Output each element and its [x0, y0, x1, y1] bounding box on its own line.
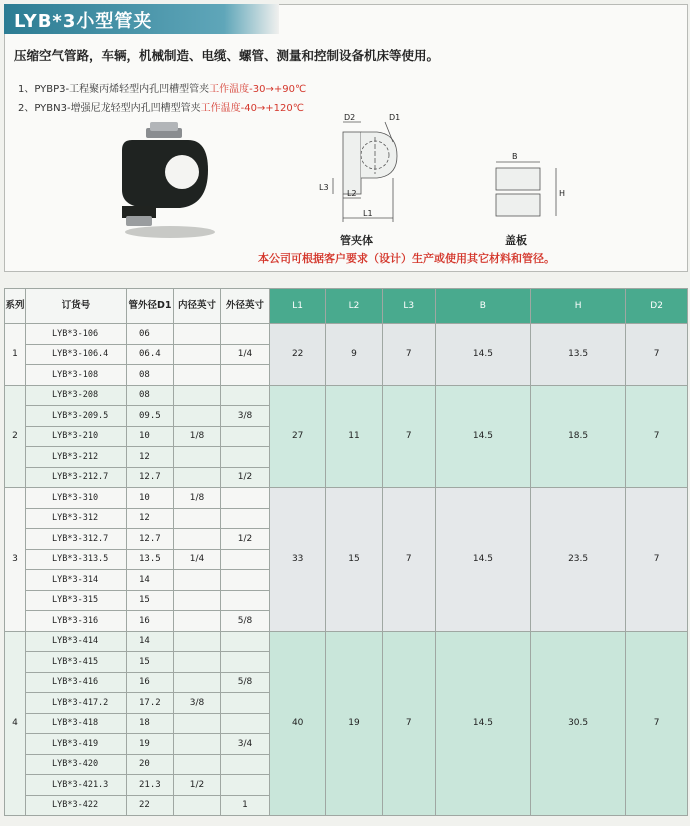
d1-cell: 12.7	[127, 529, 174, 550]
outer-inch-cell	[221, 447, 270, 468]
order-code-cell: LYB*3-315	[26, 590, 127, 611]
col-l2: L2	[326, 289, 382, 324]
col-inner-inch: 内径英寸	[174, 289, 221, 324]
d1-cell: 16	[127, 611, 174, 632]
order-code-cell: LYB*3-312	[26, 508, 127, 529]
inner-inch-cell: 1/2	[174, 775, 221, 796]
outer-inch-cell	[221, 631, 270, 652]
d1-cell: 08	[127, 365, 174, 386]
h-cell: 18.5	[531, 385, 626, 488]
order-code-cell: LYB*3-421.3	[26, 775, 127, 796]
svg-text:B: B	[512, 152, 518, 161]
d1-cell: 09.5	[127, 406, 174, 427]
d1-cell: 21.3	[127, 775, 174, 796]
l1-cell: 22	[270, 324, 326, 386]
b-cell: 14.5	[435, 385, 530, 488]
d2-cell: 7	[626, 488, 688, 632]
custom-note: 本公司可根据客户要求（设计）生产或使用其它材料和管径。	[258, 252, 555, 265]
col-d2: D2	[626, 289, 688, 324]
svg-text:H: H	[559, 189, 566, 198]
order-code-cell: LYB*3-212	[26, 447, 127, 468]
d1-cell: 12	[127, 447, 174, 468]
inner-inch-cell	[174, 385, 221, 406]
col-h: H	[531, 289, 626, 324]
h-cell: 23.5	[531, 488, 626, 632]
l1-cell: 40	[270, 631, 326, 816]
order-code-cell: LYB*3-420	[26, 754, 127, 775]
d1-cell: 06	[127, 324, 174, 345]
d1-cell: 10	[127, 488, 174, 509]
outer-inch-cell	[221, 775, 270, 796]
inner-inch-cell	[174, 344, 221, 365]
series-cell: 4	[5, 631, 26, 816]
order-code-cell: LYB*3-108	[26, 365, 127, 386]
l3-cell: 7	[382, 324, 435, 386]
outer-inch-cell	[221, 426, 270, 447]
d1-cell: 19	[127, 734, 174, 755]
cover-caption: 盖板	[505, 234, 527, 247]
table-header	[5, 289, 688, 324]
inner-inch-cell	[174, 365, 221, 386]
d1-cell: 15	[127, 590, 174, 611]
col-order: 订货号	[26, 289, 127, 324]
order-code-cell: LYB*3-418	[26, 713, 127, 734]
d1-cell: 14	[127, 570, 174, 591]
series-cell: 1	[5, 324, 26, 386]
table-row	[5, 488, 688, 509]
series-cell: 2	[5, 385, 26, 488]
order-code-cell: LYB*3-419	[26, 734, 127, 755]
inner-inch-cell	[174, 447, 221, 468]
inner-inch-cell	[174, 529, 221, 550]
outer-inch-cell	[221, 570, 270, 591]
col-b: B	[435, 289, 530, 324]
h-cell: 30.5	[531, 631, 626, 816]
order-code-cell: LYB*3-415	[26, 652, 127, 673]
outer-inch-cell: 5/8	[221, 611, 270, 632]
col-l3: L3	[382, 289, 435, 324]
d1-cell: 14	[127, 631, 174, 652]
inner-inch-cell	[174, 734, 221, 755]
table-body	[5, 324, 688, 816]
order-code-cell: LYB*3-212.7	[26, 467, 127, 488]
table-row	[5, 385, 688, 406]
l2-cell: 9	[326, 324, 382, 386]
inner-inch-cell	[174, 672, 221, 693]
outer-inch-cell	[221, 385, 270, 406]
order-code-cell: LYB*3-313.5	[26, 549, 127, 570]
order-code-cell: LYB*3-316	[26, 611, 127, 632]
l3-cell: 7	[382, 488, 435, 632]
order-code-cell: LYB*3-210	[26, 426, 127, 447]
order-code-cell: LYB*3-422	[26, 795, 127, 816]
h-cell: 13.5	[531, 324, 626, 386]
l2-cell: 19	[326, 631, 382, 816]
outer-inch-cell	[221, 652, 270, 673]
d1-cell: 08	[127, 385, 174, 406]
svg-text:L2: L2	[347, 189, 357, 198]
inner-inch-cell	[174, 631, 221, 652]
d2-cell: 7	[626, 385, 688, 488]
clamp-photo	[110, 120, 220, 240]
svg-text:L1: L1	[363, 209, 373, 218]
order-code-cell: LYB*3-106	[26, 324, 127, 345]
order-code-cell: LYB*3-312.7	[26, 529, 127, 550]
d1-cell: 10	[127, 426, 174, 447]
body-caption: 管夹体	[340, 234, 373, 247]
outer-inch-cell: 3/4	[221, 734, 270, 755]
outer-inch-cell: 1/2	[221, 529, 270, 550]
l1-cell: 27	[270, 385, 326, 488]
outer-inch-cell: 3/8	[221, 406, 270, 427]
outer-inch-cell	[221, 590, 270, 611]
table-row	[5, 631, 688, 652]
table-row	[5, 324, 688, 345]
cover-plate-drawing	[490, 150, 580, 244]
outer-inch-cell: 1/4	[221, 344, 270, 365]
col-d1: 管外径D1	[127, 289, 174, 324]
col-outer-inch: 外径英寸	[221, 289, 270, 324]
inner-inch-cell	[174, 324, 221, 345]
d1-cell: 13.5	[127, 549, 174, 570]
series-cell: 3	[5, 488, 26, 632]
inner-inch-cell	[174, 652, 221, 673]
outer-inch-cell	[221, 365, 270, 386]
page-title: LYB*3小型管夹	[14, 11, 153, 32]
spec-table	[4, 288, 688, 816]
outer-inch-cell: 5/8	[221, 672, 270, 693]
inner-inch-cell: 1/8	[174, 488, 221, 509]
b-cell: 14.5	[435, 488, 530, 632]
d1-cell: 22	[127, 795, 174, 816]
inner-inch-cell	[174, 713, 221, 734]
order-code-cell: LYB*3-314	[26, 570, 127, 591]
l3-cell: 7	[382, 385, 435, 488]
l1-cell: 33	[270, 488, 326, 632]
d1-cell: 15	[127, 652, 174, 673]
b-cell: 14.5	[435, 631, 530, 816]
l3-cell: 7	[382, 631, 435, 816]
inner-inch-cell	[174, 508, 221, 529]
d2-cell: 7	[626, 631, 688, 816]
d1-cell: 06.4	[127, 344, 174, 365]
inner-inch-cell	[174, 467, 221, 488]
inner-inch-cell: 1/8	[174, 426, 221, 447]
svg-text:L3: L3	[319, 183, 329, 192]
order-code-cell: LYB*3-414	[26, 631, 127, 652]
outer-inch-cell: 1/2	[221, 467, 270, 488]
note-2: 2、PYBN3-增强尼龙轻型内孔凹槽型管夹工作温度-40→+120℃	[18, 103, 305, 114]
outer-inch-cell	[221, 549, 270, 570]
order-code-cell: LYB*3-310	[26, 488, 127, 509]
inner-inch-cell: 3/8	[174, 693, 221, 714]
outer-inch-cell	[221, 754, 270, 775]
d1-cell: 16	[127, 672, 174, 693]
inner-inch-cell	[174, 590, 221, 611]
inner-inch-cell	[174, 795, 221, 816]
outer-inch-cell	[221, 508, 270, 529]
d1-cell: 12.7	[127, 467, 174, 488]
d1-cell: 18	[127, 713, 174, 734]
inner-inch-cell	[174, 611, 221, 632]
outer-inch-cell	[221, 713, 270, 734]
order-code-cell: LYB*3-209.5	[26, 406, 127, 427]
order-code-cell: LYB*3-106.4	[26, 344, 127, 365]
outer-inch-cell	[221, 488, 270, 509]
title-bar	[4, 4, 279, 34]
inner-inch-cell	[174, 754, 221, 775]
outer-inch-cell	[221, 693, 270, 714]
order-code-cell: LYB*3-417.2	[26, 693, 127, 714]
description: 压缩空气管路，车辆，机械制造、电缆、螺管、测量和控制设备机床等使用。	[14, 48, 440, 63]
clamp-body-drawing	[315, 112, 425, 244]
d1-cell: 12	[127, 508, 174, 529]
inner-inch-cell: 1/4	[174, 549, 221, 570]
d1-cell: 20	[127, 754, 174, 775]
col-l1: L1	[270, 289, 326, 324]
svg-text:D2: D2	[344, 113, 356, 122]
outer-inch-cell	[221, 324, 270, 345]
note-1: 1、PYBP3-工程聚丙烯轻型内孔凹槽型管夹工作温度-30→+90℃	[18, 84, 307, 95]
d1-cell: 17.2	[127, 693, 174, 714]
l2-cell: 15	[326, 488, 382, 632]
inner-inch-cell	[174, 406, 221, 427]
l2-cell: 11	[326, 385, 382, 488]
inner-inch-cell	[174, 570, 221, 591]
outer-inch-cell: 1	[221, 795, 270, 816]
b-cell: 14.5	[435, 324, 530, 386]
svg-text:D1: D1	[389, 113, 401, 122]
col-series: 系列	[5, 289, 26, 324]
d2-cell: 7	[626, 324, 688, 386]
order-code-cell: LYB*3-208	[26, 385, 127, 406]
order-code-cell: LYB*3-416	[26, 672, 127, 693]
